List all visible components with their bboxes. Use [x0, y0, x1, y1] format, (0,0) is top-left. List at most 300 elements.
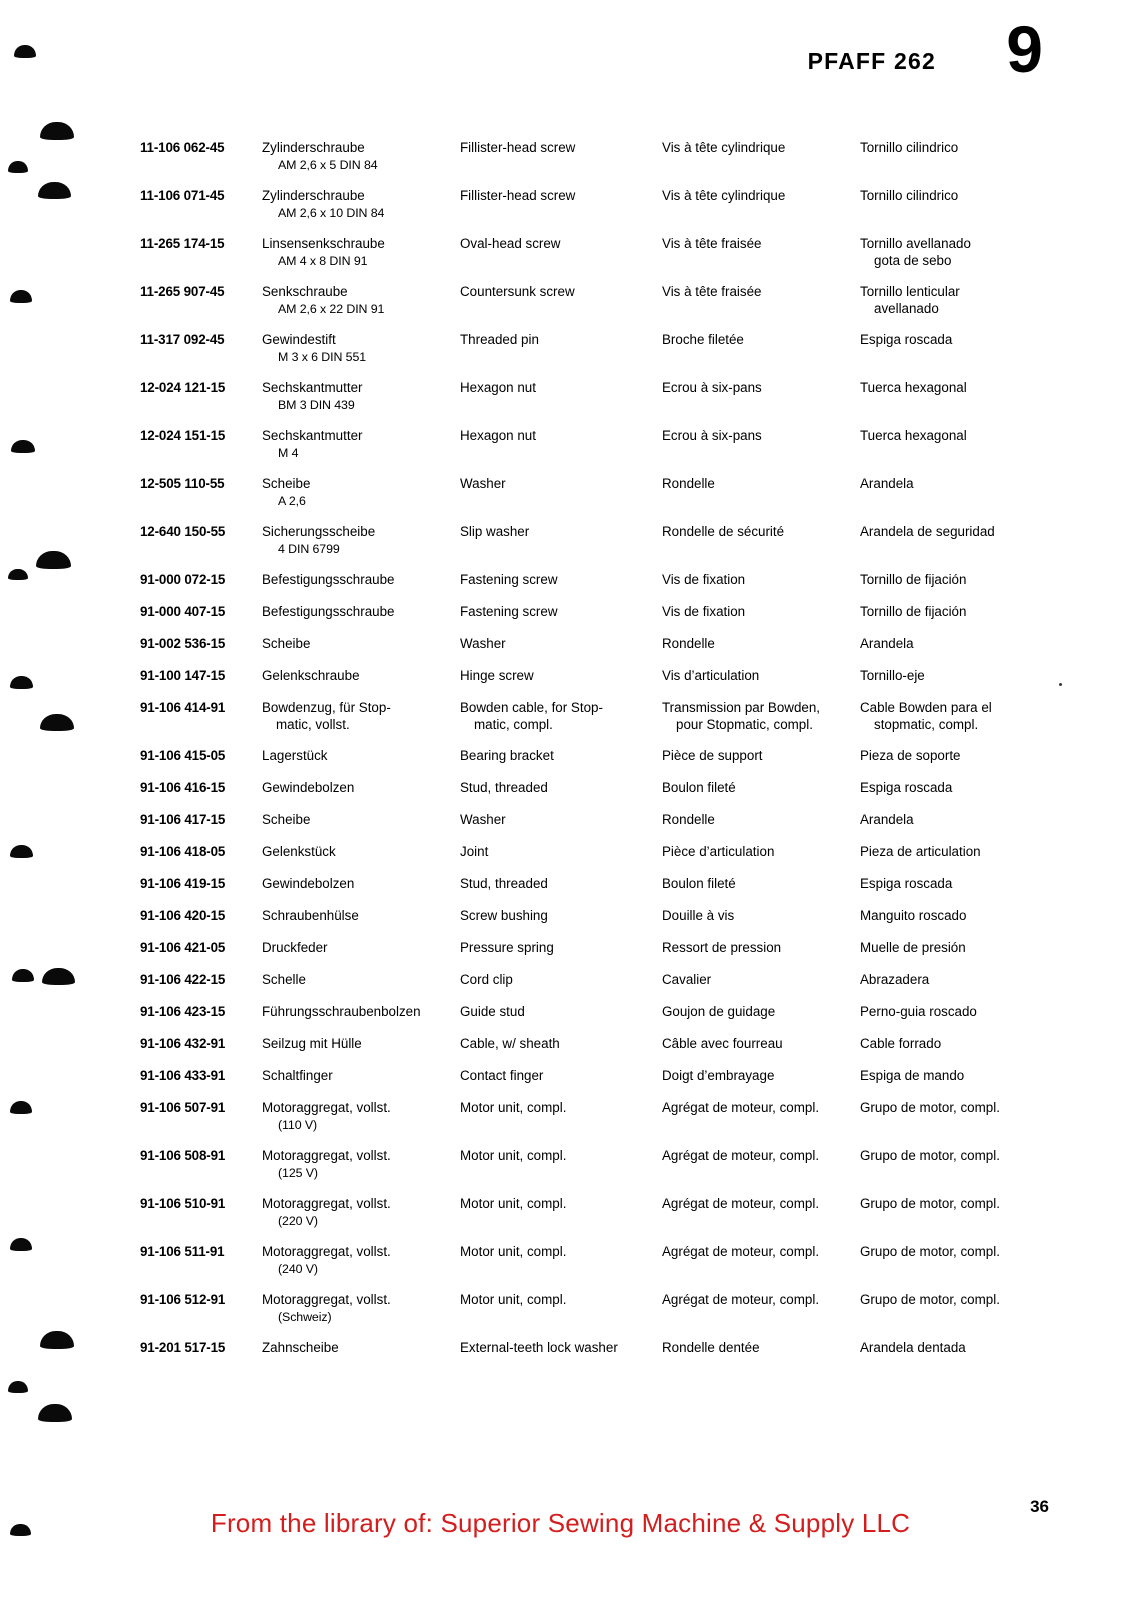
spanish-description-cell — [860, 1340, 1080, 1357]
spanish-description-cell — [860, 1148, 1080, 1165]
cell-text-continuation: avellanado — [874, 300, 939, 316]
english-description-cell — [460, 1244, 660, 1261]
english-description-cell — [460, 700, 660, 733]
scan-artifact — [12, 969, 34, 982]
part-number-cell — [140, 1244, 265, 1261]
cell-text: Ecrou à six-pans — [662, 380, 762, 395]
cell-text: Grupo de motor, compl. — [860, 1148, 1000, 1163]
cell-text: Motor unit, compl. — [460, 1148, 567, 1163]
cell-text: Ecrou à six-pans — [662, 428, 762, 443]
english-description-cell — [460, 428, 660, 445]
french-description-cell — [662, 188, 858, 205]
cell-text: Espiga roscada — [860, 332, 953, 347]
cell-text: Espiga roscada — [860, 780, 953, 795]
spanish-description-cell — [860, 668, 1080, 685]
cell-text: Transmission par Bowden, — [662, 700, 821, 715]
part-number-cell — [140, 1100, 265, 1117]
cell-text: 91-106 418-05 — [140, 844, 226, 859]
cell-text: Schraubenhülse — [262, 908, 359, 923]
part-specification: M 4 — [278, 445, 299, 460]
french-description-cell — [662, 604, 858, 621]
cell-text: Scheibe — [262, 476, 311, 491]
scan-artifact — [38, 1404, 72, 1422]
part-specification: (110 V) — [278, 1117, 318, 1132]
cell-text: Motoraggregat, vollst. — [262, 1292, 391, 1307]
cell-text: Boulon fileté — [662, 780, 736, 795]
cell-text: Joint — [460, 844, 489, 859]
cell-text: Sicherungsscheibe — [262, 524, 376, 539]
part-specification: A 2,6 — [278, 493, 306, 508]
french-description-cell — [662, 940, 858, 957]
spanish-description-cell — [860, 1036, 1080, 1053]
cell-text: Espiga roscada — [860, 876, 953, 891]
german-description-cell — [262, 908, 457, 925]
german-description-cell — [262, 476, 457, 509]
french-description-cell — [662, 140, 858, 157]
french-description-cell — [662, 476, 858, 493]
french-description-cell — [662, 636, 858, 653]
cell-text: Pressure spring — [460, 940, 554, 955]
cell-text: Pieza de soporte — [860, 748, 961, 763]
part-number-cell — [140, 332, 265, 349]
part-number-cell — [140, 812, 265, 829]
french-description-cell — [662, 1340, 858, 1357]
english-description-cell — [460, 940, 660, 957]
cell-text: Vis d’articulation — [662, 668, 760, 683]
french-description-cell — [662, 332, 858, 349]
part-number-cell — [140, 668, 265, 685]
cell-text: 91-106 511-91 — [140, 1244, 225, 1259]
cell-text: Gewindebolzen — [262, 780, 355, 795]
german-description-cell — [262, 780, 457, 797]
french-description-cell — [662, 668, 858, 685]
spanish-description-cell — [860, 524, 1080, 541]
german-description-cell — [262, 1244, 457, 1277]
cell-text-continuation: matic, vollst. — [276, 716, 350, 732]
cell-text-continuation: matic, compl. — [474, 716, 553, 732]
spanish-description-cell — [860, 700, 1080, 733]
part-number-cell — [140, 188, 265, 205]
cell-text: Washer — [460, 476, 506, 491]
cell-text: Gewindestift — [262, 332, 336, 347]
part-number-cell — [140, 236, 265, 253]
english-description-cell — [460, 236, 660, 253]
english-description-cell — [460, 1292, 660, 1309]
scan-artifact — [42, 968, 75, 985]
cell-text: Bowden cable, for Stop- — [460, 700, 603, 715]
english-description-cell — [460, 1004, 660, 1021]
cell-text: Agrégat de moteur, compl. — [662, 1244, 820, 1259]
cell-text: Câble avec fourreau — [662, 1036, 783, 1051]
cell-text: Slip washer — [460, 524, 530, 539]
part-number-cell — [140, 1340, 265, 1357]
cell-text: Washer — [460, 636, 506, 651]
english-description-cell — [460, 636, 660, 653]
part-number-cell — [140, 1068, 265, 1085]
cell-text: Vis de fixation — [662, 604, 746, 619]
cell-text: Scheibe — [262, 636, 311, 651]
spanish-description-cell — [860, 1004, 1080, 1021]
spanish-description-cell — [860, 332, 1080, 349]
cell-text: Motor unit, compl. — [460, 1292, 567, 1307]
part-number-cell — [140, 908, 265, 925]
part-number-cell — [140, 572, 265, 589]
french-description-cell — [662, 1244, 858, 1261]
scan-artifact — [40, 122, 74, 140]
french-description-cell — [662, 748, 858, 765]
cell-text: Seilzug mit Hülle — [262, 1036, 362, 1051]
part-number-cell — [140, 876, 265, 893]
part-number-cell — [140, 940, 265, 957]
scan-artifact — [8, 1381, 28, 1393]
spanish-description-cell — [860, 188, 1080, 205]
cell-text: Schaltfinger — [262, 1068, 333, 1083]
spanish-description-cell — [860, 972, 1080, 989]
english-description-cell — [460, 380, 660, 397]
cell-text: Guide stud — [460, 1004, 525, 1019]
cell-text: 91-201 517-15 — [140, 1340, 226, 1355]
cell-text: Contact finger — [460, 1068, 544, 1083]
german-description-cell — [262, 636, 457, 653]
spanish-description-cell — [860, 1100, 1080, 1117]
part-specification: AM 2,6 x 5 DIN 84 — [278, 157, 378, 172]
part-number-cell — [140, 972, 265, 989]
part-specification: (Schweiz) — [278, 1309, 332, 1324]
part-number-cell — [140, 604, 265, 621]
part-specification: AM 4 x 8 DIN 91 — [278, 253, 368, 268]
english-description-cell — [460, 668, 660, 685]
english-description-cell — [460, 780, 660, 797]
cell-text: Arandela — [860, 636, 914, 651]
part-number-cell — [140, 1292, 265, 1309]
cell-text: Zahnscheibe — [262, 1340, 339, 1355]
cell-text: Perno-guia roscado — [860, 1004, 977, 1019]
cell-text: Washer — [460, 812, 506, 827]
german-description-cell — [262, 1196, 457, 1229]
spanish-description-cell — [860, 236, 1080, 269]
page-header — [0, 12, 1121, 98]
cell-text: Tornillo cilindrico — [860, 140, 959, 155]
german-description-cell — [262, 700, 457, 733]
french-description-cell — [662, 908, 858, 925]
cell-text: Befestigungsschraube — [262, 604, 395, 619]
cell-text: Tuerca hexagonal — [860, 380, 967, 395]
part-number-cell — [140, 700, 265, 717]
cell-text: 91-106 416-15 — [140, 780, 226, 795]
cell-text: Manguito roscado — [860, 908, 967, 923]
cell-text: 91-106 508-91 — [140, 1148, 226, 1163]
german-description-cell — [262, 844, 457, 861]
cell-text: 91-106 512-91 — [140, 1292, 226, 1307]
cell-text: Arandela de seguridad — [860, 524, 995, 539]
english-description-cell — [460, 908, 660, 925]
cell-text: Motoraggregat, vollst. — [262, 1196, 391, 1211]
cell-text: Rondelle dentée — [662, 1340, 760, 1355]
cell-text: Vis à tête cylindrique — [662, 140, 786, 155]
cell-text: Hinge screw — [460, 668, 534, 683]
cell-text: Senkschraube — [262, 284, 348, 299]
cell-text: Agrégat de moteur, compl. — [662, 1100, 820, 1115]
cell-text: Sechskantmutter — [262, 428, 363, 443]
cell-text: 12-640 150-55 — [140, 524, 226, 539]
part-number-cell — [140, 1004, 265, 1021]
cell-text: 11-265 907-45 — [140, 284, 225, 299]
cell-text: 91-106 432-91 — [140, 1036, 226, 1051]
part-number-cell — [140, 844, 265, 861]
german-description-cell — [262, 524, 457, 557]
scan-artifact — [40, 1331, 74, 1349]
cell-text: Zylinderschraube — [262, 140, 365, 155]
scan-artifact — [10, 290, 32, 303]
german-description-cell — [262, 940, 457, 957]
french-description-cell — [662, 844, 858, 861]
french-description-cell — [662, 1004, 858, 1021]
cell-text: 91-106 414-91 — [140, 700, 226, 715]
spanish-description-cell — [860, 1292, 1080, 1309]
cell-text: 91-106 417-15 — [140, 812, 226, 827]
english-description-cell — [460, 188, 660, 205]
german-description-cell — [262, 236, 457, 269]
cell-text: Arandela — [860, 812, 914, 827]
english-description-cell — [460, 1340, 660, 1357]
french-description-cell — [662, 972, 858, 989]
cell-text: 91-106 423-15 — [140, 1004, 226, 1019]
german-description-cell — [262, 332, 457, 365]
cell-text: 91-106 510-91 — [140, 1196, 226, 1211]
spanish-description-cell — [860, 780, 1080, 797]
spanish-description-cell — [860, 380, 1080, 397]
cell-text: 91-100 147-15 — [140, 668, 226, 683]
german-description-cell — [262, 428, 457, 461]
cell-text: Abrazadera — [860, 972, 930, 987]
german-description-cell — [262, 140, 457, 173]
spanish-description-cell — [860, 636, 1080, 653]
cell-text: Zylinderschraube — [262, 188, 365, 203]
scan-artifact — [10, 1238, 32, 1251]
cell-text: Bearing bracket — [460, 748, 554, 763]
part-specification: (240 V) — [278, 1261, 318, 1276]
english-description-cell — [460, 572, 660, 589]
part-specification: AM 2,6 x 10 DIN 84 — [278, 205, 385, 220]
german-description-cell — [262, 876, 457, 893]
cell-text: Cable, w/ sheath — [460, 1036, 560, 1051]
scan-artifact — [10, 676, 33, 689]
scan-artifact — [11, 440, 35, 453]
library-credit: From the library of: Superior Sewing Machine & Supply LLC — [210, 1508, 911, 1538]
cell-text: Motoraggregat, vollst. — [262, 1148, 391, 1163]
cell-text: Rondelle — [662, 636, 715, 651]
french-description-cell — [662, 876, 858, 893]
scan-speck — [1059, 683, 1062, 686]
scan-artifact — [40, 714, 74, 731]
cell-text: Druckfeder — [262, 940, 328, 955]
english-description-cell — [460, 1100, 660, 1117]
cell-text-continuation: stopmatic, compl. — [874, 716, 979, 732]
german-description-cell — [262, 604, 457, 621]
cell-text-continuation: pour Stopmatic, compl. — [676, 716, 813, 732]
part-specification: BM 3 DIN 439 — [278, 397, 355, 412]
cell-text: 11-317 092-45 — [140, 332, 225, 347]
cell-text: Befestigungsschraube — [262, 572, 395, 587]
cell-text: Goujon de guidage — [662, 1004, 776, 1019]
cell-text: Rondelle de sécurité — [662, 524, 785, 539]
cell-text: Sechskantmutter — [262, 380, 363, 395]
part-specification: (125 V) — [278, 1165, 318, 1180]
part-number-cell — [140, 140, 265, 157]
cell-text: 91-000 407-15 — [140, 604, 226, 619]
cell-text: Agrégat de moteur, compl. — [662, 1292, 820, 1307]
cell-text: Führungsschraubenbolzen — [262, 1004, 421, 1019]
cell-text: Gelenkschraube — [262, 668, 360, 683]
english-description-cell — [460, 284, 660, 301]
cell-text: Vis à tête fraisée — [662, 284, 762, 299]
cell-text: Tornillo avellanado — [860, 236, 971, 251]
cell-text: Vis à tête fraisée — [662, 236, 762, 251]
cell-text: 91-106 421-05 — [140, 940, 226, 955]
cell-text: 11-265 174-15 — [140, 236, 225, 251]
cell-text: Screw bushing — [460, 908, 548, 923]
spanish-description-cell — [860, 812, 1080, 829]
scan-artifact — [8, 161, 28, 173]
spanish-description-cell — [860, 476, 1080, 493]
part-specification: 4 DIN 6799 — [278, 541, 340, 556]
cell-text: Grupo de motor, compl. — [860, 1292, 1000, 1307]
cell-text: Agrégat de moteur, compl. — [662, 1196, 820, 1211]
french-description-cell — [662, 1148, 858, 1165]
part-number-cell — [140, 1148, 265, 1165]
cell-text: Fastening screw — [460, 572, 558, 587]
spanish-description-cell — [860, 140, 1080, 157]
cell-text: 91-106 507-91 — [140, 1100, 226, 1115]
french-description-cell — [662, 812, 858, 829]
german-description-cell — [262, 1340, 457, 1357]
cell-text: Cord clip — [460, 972, 513, 987]
cell-text: 91-106 433-91 — [140, 1068, 226, 1083]
scan-artifact — [10, 1101, 32, 1114]
cell-text: 12-024 151-15 — [140, 428, 226, 443]
cell-text: Vis à tête cylindrique — [662, 188, 786, 203]
french-description-cell — [662, 524, 858, 541]
cell-text: Tornillo de fijación — [860, 604, 967, 619]
cell-text: Tornillo lenticular — [860, 284, 960, 299]
cell-text: Motoraggregat, vollst. — [262, 1100, 391, 1115]
cell-text: Motoraggregat, vollst. — [262, 1244, 391, 1259]
page-number: 36 — [1030, 1497, 1049, 1516]
cell-text: Tornillo-eje — [860, 668, 925, 683]
german-description-cell — [262, 1292, 457, 1325]
french-description-cell — [662, 284, 858, 301]
cell-text: 91-106 420-15 — [140, 908, 226, 923]
german-description-cell — [262, 1100, 457, 1133]
spanish-description-cell — [860, 908, 1080, 925]
part-number-cell — [140, 1036, 265, 1053]
cell-text: Threaded pin — [460, 332, 539, 347]
cell-text: Bowdenzug, für Stop- — [262, 700, 391, 715]
cell-text: Pièce d’articulation — [662, 844, 775, 859]
cell-text: Tornillo de fijación — [860, 572, 967, 587]
cell-text: 91-106 419-15 — [140, 876, 226, 891]
spanish-description-cell — [860, 876, 1080, 893]
cell-text: Gewindebolzen — [262, 876, 355, 891]
german-description-cell — [262, 1004, 457, 1021]
spanish-description-cell — [860, 572, 1080, 589]
german-description-cell — [262, 284, 457, 317]
cell-text: Fastening screw — [460, 604, 558, 619]
german-description-cell — [262, 1068, 457, 1085]
cell-text: Schelle — [262, 972, 306, 987]
cell-text: Stud, threaded — [460, 780, 548, 795]
cell-text: Hexagon nut — [460, 380, 536, 395]
part-specification: M 3 x 6 DIN 551 — [278, 349, 367, 364]
part-number-cell — [140, 636, 265, 653]
cell-text: Oval-head screw — [460, 236, 561, 251]
chapter-number: 9 — [1006, 12, 1043, 86]
english-description-cell — [460, 1196, 660, 1213]
cell-text: Ressort de pression — [662, 940, 782, 955]
cell-text: Lagerstück — [262, 748, 328, 763]
english-description-cell — [460, 332, 660, 349]
cell-text: Grupo de motor, compl. — [860, 1244, 1000, 1259]
german-description-cell — [262, 668, 457, 685]
cell-text: 91-106 422-15 — [140, 972, 226, 987]
cell-text: Motor unit, compl. — [460, 1100, 567, 1115]
spanish-description-cell — [860, 284, 1080, 317]
cell-text: Arandela dentada — [860, 1340, 966, 1355]
cell-text: Cavalier — [662, 972, 712, 987]
spanish-description-cell — [860, 1196, 1080, 1213]
spanish-description-cell — [860, 1244, 1080, 1261]
english-description-cell — [460, 844, 660, 861]
cell-text: Motor unit, compl. — [460, 1196, 567, 1211]
french-description-cell — [662, 700, 858, 733]
english-description-cell — [460, 524, 660, 541]
spanish-description-cell — [860, 604, 1080, 621]
french-description-cell — [662, 1068, 858, 1085]
cell-text: Grupo de motor, compl. — [860, 1196, 1000, 1211]
english-description-cell — [460, 972, 660, 989]
cell-text: Fillister-head screw — [460, 140, 576, 155]
english-description-cell — [460, 140, 660, 157]
english-description-cell — [460, 1036, 660, 1053]
cell-text: 11-106 062-45 — [140, 140, 225, 155]
cell-text: Broche filetée — [662, 332, 744, 347]
cell-text: Rondelle — [662, 476, 715, 491]
cell-text: 91-000 072-15 — [140, 572, 226, 587]
english-description-cell — [460, 748, 660, 765]
scan-artifact — [36, 551, 71, 569]
spanish-description-cell — [860, 428, 1080, 445]
english-description-cell — [460, 1068, 660, 1085]
french-description-cell — [662, 428, 858, 445]
german-description-cell — [262, 380, 457, 413]
part-number-cell — [140, 1196, 265, 1213]
french-description-cell — [662, 236, 858, 253]
cell-text: Vis de fixation — [662, 572, 746, 587]
english-description-cell — [460, 604, 660, 621]
french-description-cell — [662, 1100, 858, 1117]
cell-text: Cable Bowden para el — [860, 700, 992, 715]
cell-text: Muelle de presión — [860, 940, 966, 955]
cell-text: Hexagon nut — [460, 428, 536, 443]
cell-text: Douille à vis — [662, 908, 735, 923]
part-specification: AM 2,6 x 22 DIN 91 — [278, 301, 385, 316]
part-specification: (220 V) — [278, 1213, 318, 1228]
english-description-cell — [460, 1148, 660, 1165]
french-description-cell — [662, 1292, 858, 1309]
cell-text: Tornillo cilindrico — [860, 188, 959, 203]
german-description-cell — [262, 812, 457, 829]
english-description-cell — [460, 476, 660, 493]
